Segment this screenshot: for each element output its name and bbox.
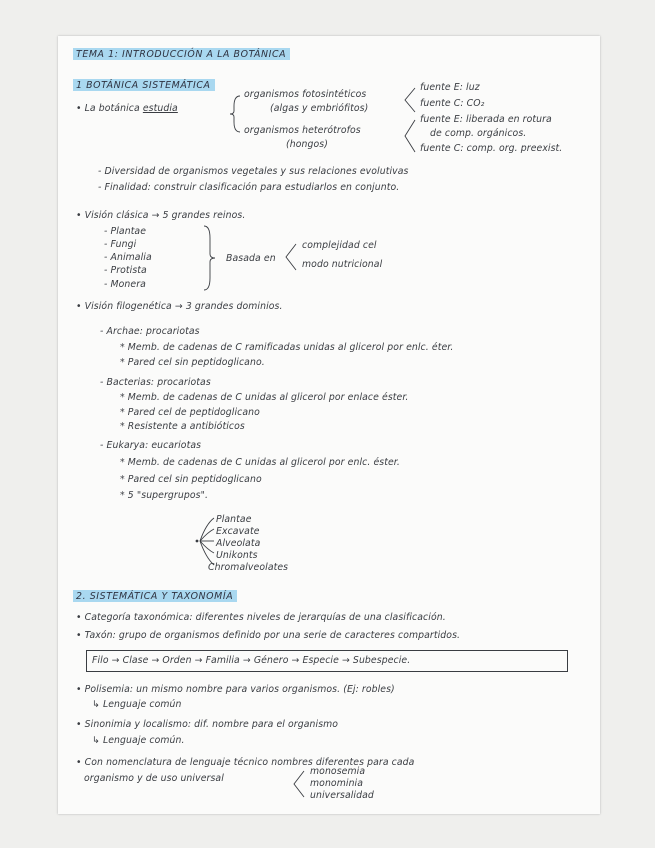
heterotrofos-angle-icon [403, 118, 417, 154]
page-title: TEMA 1: INTRODUCCIÓN A LA BOTÁNICA [73, 48, 290, 60]
autotrofos-angle-icon [403, 86, 417, 114]
sinonimia-note: ↳ Lenguaje común. [92, 735, 185, 746]
principio-item: monosemia [310, 766, 366, 777]
heterotrofos-fuente-e-2: de comp. orgánicos. [430, 128, 527, 139]
taxon-line: • Taxón: grupo de organismos definido por una serie de caracteres compartidos. [76, 630, 461, 641]
estudia-lead: • La botánica [76, 103, 140, 114]
autotrofos-fuente-c: fuente C: CO₂ [420, 98, 485, 109]
eukarya-point: * Memb. de cadenas de C unidas al glicerol por enlc. éster. [120, 457, 400, 468]
basada-angle-icon [284, 242, 298, 272]
bacteria-point: * Resistente a antibióticos [120, 421, 245, 432]
heterotrofos-line-2: (hongos) [286, 139, 328, 150]
autotrofos-line-2: (algas y embriófitos) [270, 103, 369, 114]
eukarya-point: * Pared cel sin peptidoglicano [120, 474, 262, 485]
principios-angle-icon [292, 769, 306, 799]
basada-en-label: Basada en [226, 253, 276, 264]
bacteria-point: * Pared cel de peptidoglicano [120, 407, 260, 418]
bacteria-heading: - Bacterias: procariotas [100, 377, 211, 388]
heterotrofos-fuente-c: fuente C: comp. org. preexist. [420, 143, 563, 154]
supergrupo-item: Chromalveolates [208, 562, 289, 573]
reinos-brace-icon [202, 224, 216, 292]
categoria-line: • Categoría taxonómica: diferentes niveles de jerarquías de una clasificación. [76, 612, 446, 623]
nomenclatura-line-2: organismo y de uso universal [84, 773, 224, 784]
nomenclatura-line-1: • Con nomenclatura de lenguaje técnico nombres diferentes para cada [76, 757, 415, 768]
supergrupo-item: Unikonts [216, 550, 258, 561]
diversidad-line: - Diversidad de organismos vegetales y sus relaciones evolutivas [98, 166, 409, 177]
reino-item: - Plantae [104, 226, 147, 237]
vision-filogenetica-line: • Visión filogenética → 3 grandes dominios. [76, 301, 283, 312]
estudia-line [76, 104, 178, 113]
modo-nutricional-label: modo nutricional [302, 259, 383, 270]
heterotrofos-fuente-e-1: fuente E: liberada en rotura [420, 114, 552, 125]
section-2-heading: 2. SISTEMÁTICA Y TAXONOMÍA [73, 590, 237, 602]
vision-clasica-line: • Visión clásica → 5 grandes reinos. [76, 210, 246, 221]
hierarchy-text: Filo → Clase → Orden → Familia → Género → Especie → Subespecie. [92, 655, 411, 666]
finalidad-line: - Finalidad: construir clasificación para estudiarlos en conjunto. [98, 182, 400, 193]
eukarya-point: * 5 "supergrupos". [120, 490, 209, 501]
autotrofos-fuente-e: fuente E: luz [420, 82, 480, 93]
archaea-heading: - Archae: procariotas [100, 326, 200, 337]
complejidad-label: complejidad cel [302, 240, 377, 251]
sinonimia-line: • Sinonimia y localismo: dif. nombre para el organismo [76, 719, 339, 730]
reino-item: - Protista [104, 265, 147, 276]
estudia-word: estudia [142, 103, 178, 114]
reino-item: - Animalia [104, 252, 152, 263]
bacteria-point: * Memb. de cadenas de C unidas al glicerol por enlace éster. [120, 392, 409, 403]
reino-item: - Monera [104, 279, 146, 290]
reino-item: - Fungi [104, 239, 137, 250]
principio-item: monominia [310, 778, 364, 789]
supergrupo-item: Plantae [216, 514, 252, 525]
polisemia-note: ↳ Lenguaje común [92, 699, 182, 710]
autotrofos-line-1: organismos fotosintéticos [244, 89, 367, 100]
polisemia-line: • Polisemia: un mismo nombre para varios organismos. (Ej: robles) [76, 684, 395, 695]
supergrupo-item: Alveolata [216, 538, 261, 549]
notebook-page [58, 36, 600, 814]
section-1-heading: 1 BOTÁNICA SISTEMÁTICA [73, 79, 215, 91]
eukarya-heading: - Eukarya: eucariotas [100, 440, 202, 451]
archaea-point: * Pared cel sin peptidoglicano. [120, 357, 265, 368]
principio-item: universalidad [310, 790, 374, 801]
supergrupo-item: Excavate [216, 526, 260, 537]
heterotrofos-line-1: organismos heterótrofos [244, 125, 361, 136]
archaea-point: * Memb. de cadenas de C ramificadas unidas al glicerol por enlc. éter. [120, 342, 454, 353]
estudia-brace-icon [230, 94, 242, 134]
